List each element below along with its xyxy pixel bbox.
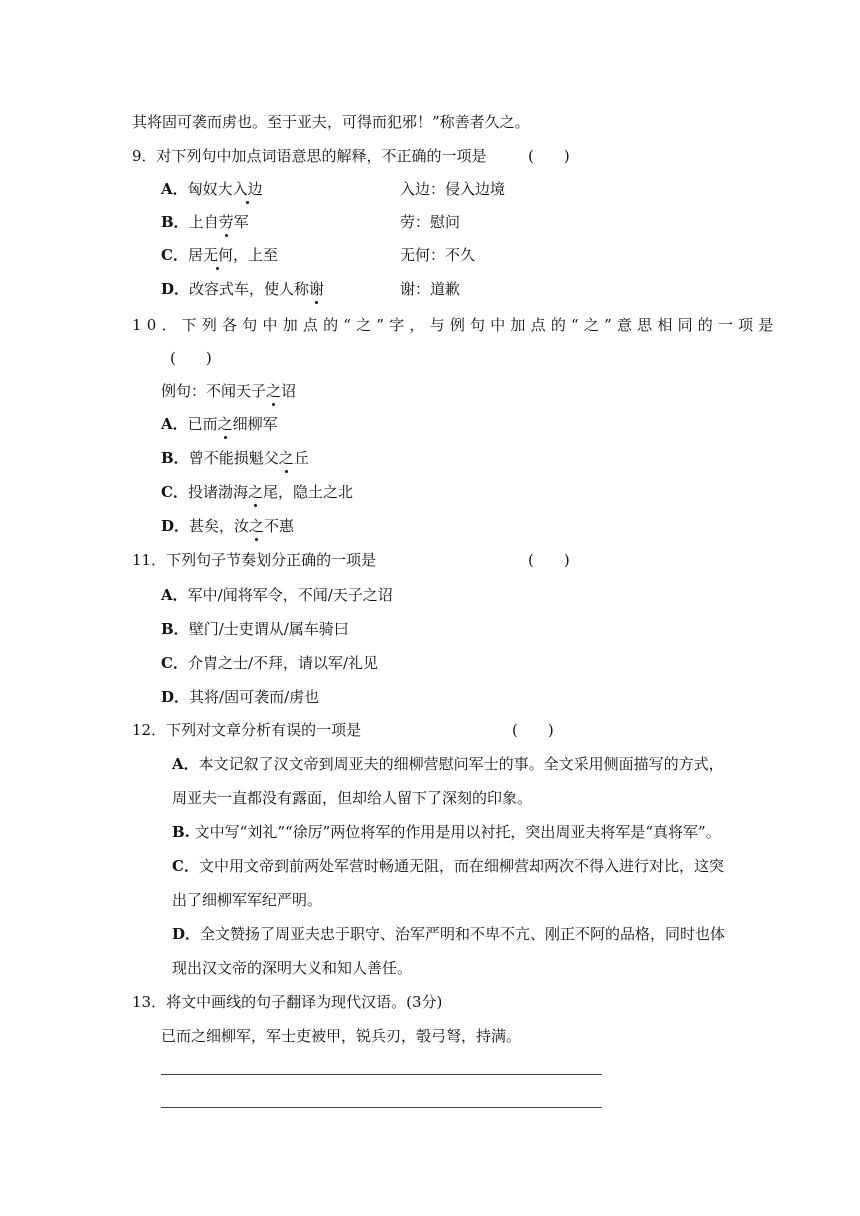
option-text: 其将/固可袭而/虏也	[189, 688, 320, 706]
option-letter: D．	[172, 925, 201, 943]
option-letter: D．	[161, 517, 190, 535]
question-9-option-c	[161, 244, 278, 266]
question-13-stem: 13．将文中画线的句子翻译为现代汉语。(3分)	[132, 993, 443, 1011]
question-11-option-a	[161, 584, 393, 606]
question-11-answer-bracket: ( )	[528, 551, 570, 569]
question-12-option-a-line2: 周亚夫一直都没有露面，但却给人留下了深刻的印象。	[172, 789, 533, 807]
option-letter: B．	[161, 213, 189, 231]
question-12-option-a-line1	[172, 753, 724, 775]
option-letter: C．	[161, 483, 188, 501]
option-letter: C．	[172, 857, 199, 875]
option-letter: B．	[161, 449, 189, 467]
question-9-explanation-d: 谢：道歉	[400, 280, 461, 298]
dotted-word: 之	[249, 517, 265, 535]
option-text: 改容式车，使人称	[189, 280, 310, 298]
option-text: 本文记叙了汉文帝到周亚夫的细柳营慰问军士的事。全文采用侧面描写的方式，	[198, 755, 724, 773]
option-text: 甚矣，汝	[189, 517, 250, 535]
option-text: 不惠	[264, 517, 295, 535]
example-text: 诏	[281, 382, 297, 400]
question-11-stem: 11．下列句子节奏划分正确的一项是	[132, 551, 377, 569]
option-text: 全文赞扬了周亚夫忠于职守、治军严明和不卑不亢、刚正不阿的品格，同时也体	[200, 925, 726, 943]
option-text: 投诸渤海	[187, 483, 248, 501]
question-10-option-b	[161, 447, 309, 469]
option-text: 军	[233, 213, 249, 231]
dotted-word: 谢	[309, 280, 325, 298]
question-13-sentence: 已而之细柳军，军士吏被甲，锐兵刃，彀弓弩，持满。	[161, 1027, 522, 1045]
option-text: 已而	[187, 415, 218, 433]
question-12-option-d-line2: 现出汉文帝的深明大义和知人善任。	[172, 959, 413, 977]
question-10-option-a	[161, 413, 278, 435]
option-text: 曾不能损魁父	[188, 449, 279, 467]
question-9-explanation-c: 无何：不久	[400, 246, 476, 264]
option-letter: B.	[172, 823, 190, 841]
question-12-answer-bracket: ( )	[512, 721, 554, 739]
question-9-answer-bracket: ( )	[528, 147, 570, 165]
option-text: 尾，隐土之北	[262, 483, 353, 501]
question-12-option-b	[172, 821, 721, 843]
question-12-option-c-line1	[172, 855, 724, 877]
passage-closing-line: 其将固可袭而虏也。至于亚夫，可得而犯邪！”称善者久之。	[132, 113, 530, 131]
question-12-option-c-line2: 出了细柳军军纪严明。	[172, 891, 323, 909]
dotted-word: 之	[217, 415, 233, 433]
question-9-option-a	[161, 178, 263, 200]
option-text: 匈奴大	[187, 180, 233, 198]
question-9-stem: 9．对下列句中加点词语意思的解释，不正确的一项是	[132, 147, 487, 165]
option-text: 居	[187, 246, 203, 264]
dotted-word: 无何	[202, 246, 233, 264]
question-10-stem: 10．下列各句中加点的“之”字，与例句中加点的“之”意思相同的一项是	[132, 316, 779, 334]
option-text: ，上至	[232, 246, 278, 264]
option-text: 细柳军	[232, 415, 278, 433]
option-text: 壁门/士吏谓从/属车骑曰	[188, 620, 349, 638]
question-12-option-d-line1	[172, 923, 725, 945]
option-letter: C．	[161, 654, 188, 672]
dotted-word: 劳	[218, 213, 234, 231]
option-letter: A．	[172, 755, 199, 773]
question-12-stem: 12．下列对文章分析有误的一项是	[132, 721, 362, 739]
question-9-explanation-b: 劳：慰问	[400, 213, 461, 231]
option-text: 文中用文帝到前两处军营时畅通无阻，而在细柳营却两次不得入进行对比，这突	[198, 857, 724, 875]
dotted-word: 入边	[232, 180, 263, 198]
option-text: 上自	[188, 213, 219, 231]
dotted-word: 之	[266, 382, 282, 400]
option-letter: A．	[161, 415, 188, 433]
answer-line-1[interactable]	[161, 1074, 602, 1075]
question-9-explanation-a: 入边：侵入边境	[400, 180, 506, 198]
question-9-option-b	[161, 211, 249, 233]
option-text: 介胄之士/不拜，请以军/礼见	[187, 654, 379, 672]
option-letter: D．	[161, 688, 190, 706]
answer-line-2[interactable]	[161, 1107, 602, 1108]
option-letter: B．	[161, 620, 189, 638]
question-11-option-c	[161, 652, 378, 674]
question-10-example	[161, 380, 296, 402]
question-10-option-c	[161, 481, 353, 503]
option-letter: A．	[161, 586, 188, 604]
question-11-option-d	[161, 686, 319, 708]
question-11-option-b	[161, 618, 349, 640]
dotted-word: 之	[247, 483, 263, 501]
question-10-option-d	[161, 515, 294, 537]
question-9-option-d	[161, 278, 324, 300]
question-10-answer-bracket: ( )	[170, 349, 212, 367]
option-text: 文中写“刘礼”“徐厉”两位将军的作用是用以衬托，突出周亚夫将军是“真将军”。	[189, 823, 721, 841]
option-letter: C．	[161, 246, 188, 264]
dotted-word: 之	[278, 449, 294, 467]
option-letter: A．	[161, 180, 188, 198]
example-text: 例句：不闻天子	[161, 382, 267, 400]
option-text: 丘	[293, 449, 309, 467]
option-letter: D．	[161, 280, 190, 298]
option-text: 军中/闻将军令，不闻/天子之诏	[187, 586, 393, 604]
